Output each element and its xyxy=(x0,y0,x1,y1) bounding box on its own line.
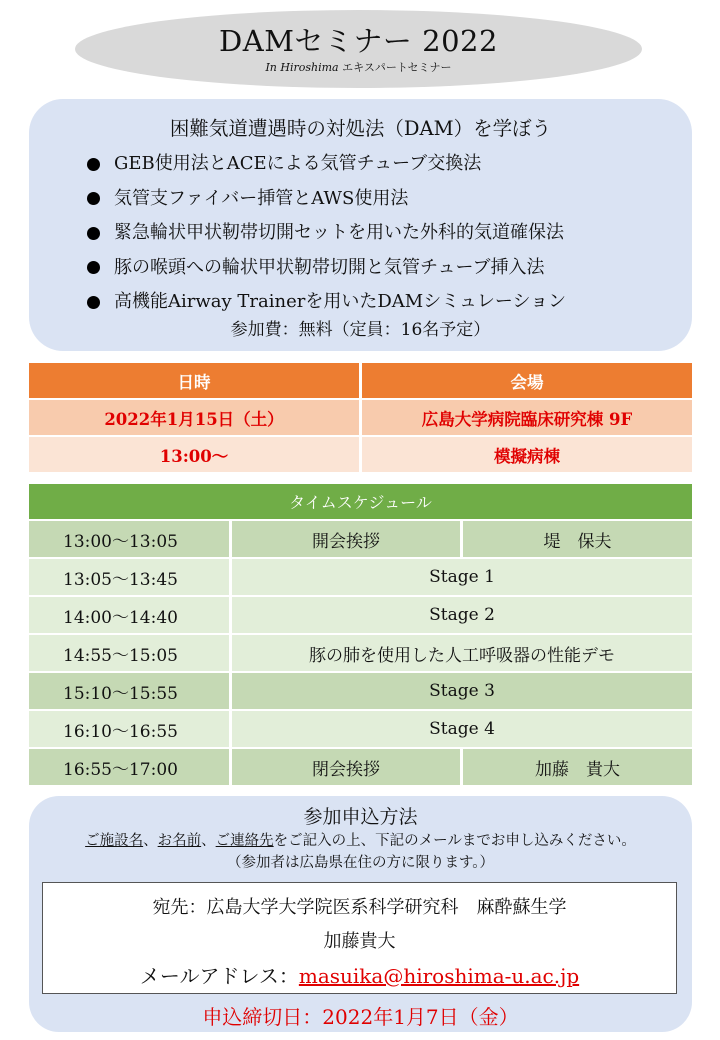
list-item xyxy=(87,147,566,182)
schedule-time: 14:00〜14:40 xyxy=(29,597,229,633)
instr-name: お名前 xyxy=(157,833,202,849)
application-note: （参加者は広島県在住の方に限ります。） xyxy=(226,855,495,871)
instr-facility: ご施設名 xyxy=(85,833,144,849)
table-row xyxy=(29,673,692,709)
topics-title: 困難気道遭遇時の対処法（DAM）を学ぼう xyxy=(169,117,552,140)
schedule-person: 加藤 貴大 xyxy=(463,749,692,785)
topic-list xyxy=(87,147,566,320)
bullet-icon xyxy=(87,296,100,309)
table-row xyxy=(29,711,692,747)
event-date: 2022年1月15日（土） xyxy=(29,400,359,435)
table-row xyxy=(29,521,692,557)
deadline-text: 申込締切日：2022年1月7日（金） xyxy=(202,1005,519,1029)
schedule-time: 15:10〜15:55 xyxy=(29,673,229,709)
schedule-event: 開会挨拶 xyxy=(232,521,460,557)
topic-text: 豚の喉頭への輪状甲状靭帯切開と気管チューブ挿入法 xyxy=(114,256,545,278)
contact-address: 宛先：広島大学大学院医系科学研究科 麻酔蘇生学 xyxy=(152,897,567,918)
date-venue-table xyxy=(29,363,692,474)
schedule-event: Stage 4 xyxy=(232,711,692,747)
table-row xyxy=(29,749,692,785)
bullet-icon xyxy=(87,158,100,171)
event-time: 13:00〜 xyxy=(29,437,359,472)
schedule-event: Stage 3 xyxy=(232,673,692,709)
schedule-event: Stage 1 xyxy=(232,559,692,595)
schedule-table xyxy=(29,484,692,787)
schedule-time: 14:55〜15:05 xyxy=(29,635,229,671)
list-item xyxy=(87,182,566,217)
bullet-icon xyxy=(87,261,100,274)
topics-panel xyxy=(29,99,692,351)
bullet-icon xyxy=(87,227,100,240)
page-subtitle xyxy=(265,59,451,77)
application-instructions xyxy=(29,829,692,850)
venue-header: 会場 xyxy=(362,363,692,398)
schedule-time: 16:55〜17:00 xyxy=(29,749,229,785)
contact-email xyxy=(43,960,676,989)
instr-contact: ご連絡先 xyxy=(215,833,274,849)
application-panel xyxy=(29,796,692,1032)
topic-text: GEB使用法とACEによる気管チューブ交換法 xyxy=(114,153,482,174)
table-row xyxy=(29,437,692,472)
schedule-time: 13:00〜13:05 xyxy=(29,521,229,557)
application-title: 参加申込方法 xyxy=(303,806,418,828)
table-row xyxy=(29,559,692,595)
contact-name: 加藤貴大 xyxy=(323,931,396,952)
instr-rest: をご記入の上、下記のメールまでお申し込みください。 xyxy=(273,833,636,849)
email-label: メールアドレス： xyxy=(139,964,299,988)
date-header: 日時 xyxy=(29,363,359,398)
schedule-event: 豚の肺を使用した人工呼吸器の性能デモ xyxy=(232,635,692,671)
schedule-time: 13:05〜13:45 xyxy=(29,559,229,595)
table-row xyxy=(29,400,692,435)
table-header-row xyxy=(29,363,692,398)
contact-box xyxy=(42,882,677,994)
event-venue: 広島大学病院臨床研究棟 9F xyxy=(362,400,692,435)
schedule-person: 堤 保夫 xyxy=(463,521,692,557)
page-title: DAMセミナー 2022 xyxy=(219,24,498,58)
header-banner xyxy=(75,10,642,88)
schedule-title: タイムスケジュール xyxy=(29,484,692,519)
subtitle-location: In Hiroshima xyxy=(265,61,339,74)
list-item xyxy=(87,216,566,251)
list-item xyxy=(87,251,566,286)
topic-text: 高機能Airway Trainerを用いたDAMシミュレーション xyxy=(114,291,567,312)
subtitle-text: エキスパートセミナー xyxy=(338,61,452,74)
topic-text: 緊急輪状甲状靭帯切開セットを用いた外科的気道確保法 xyxy=(114,222,564,243)
schedule-event: 閉会挨拶 xyxy=(232,749,460,785)
table-row xyxy=(29,635,692,671)
topic-text: 気管支ファイバー挿管とAWS使用法 xyxy=(114,187,409,209)
table-row xyxy=(29,597,692,633)
schedule-event: Stage 2 xyxy=(232,597,692,633)
instr-sep: 、 xyxy=(143,833,158,849)
instr-sep: 、 xyxy=(201,833,216,849)
schedule-time: 16:10〜16:55 xyxy=(29,711,229,747)
event-room: 模擬病棟 xyxy=(362,437,692,472)
email-link[interactable]: masuika@hiroshima-u.ac.jp xyxy=(298,964,580,988)
fee-text: 参加費：無料（定員：16名予定） xyxy=(230,320,491,340)
bullet-icon xyxy=(87,192,100,205)
